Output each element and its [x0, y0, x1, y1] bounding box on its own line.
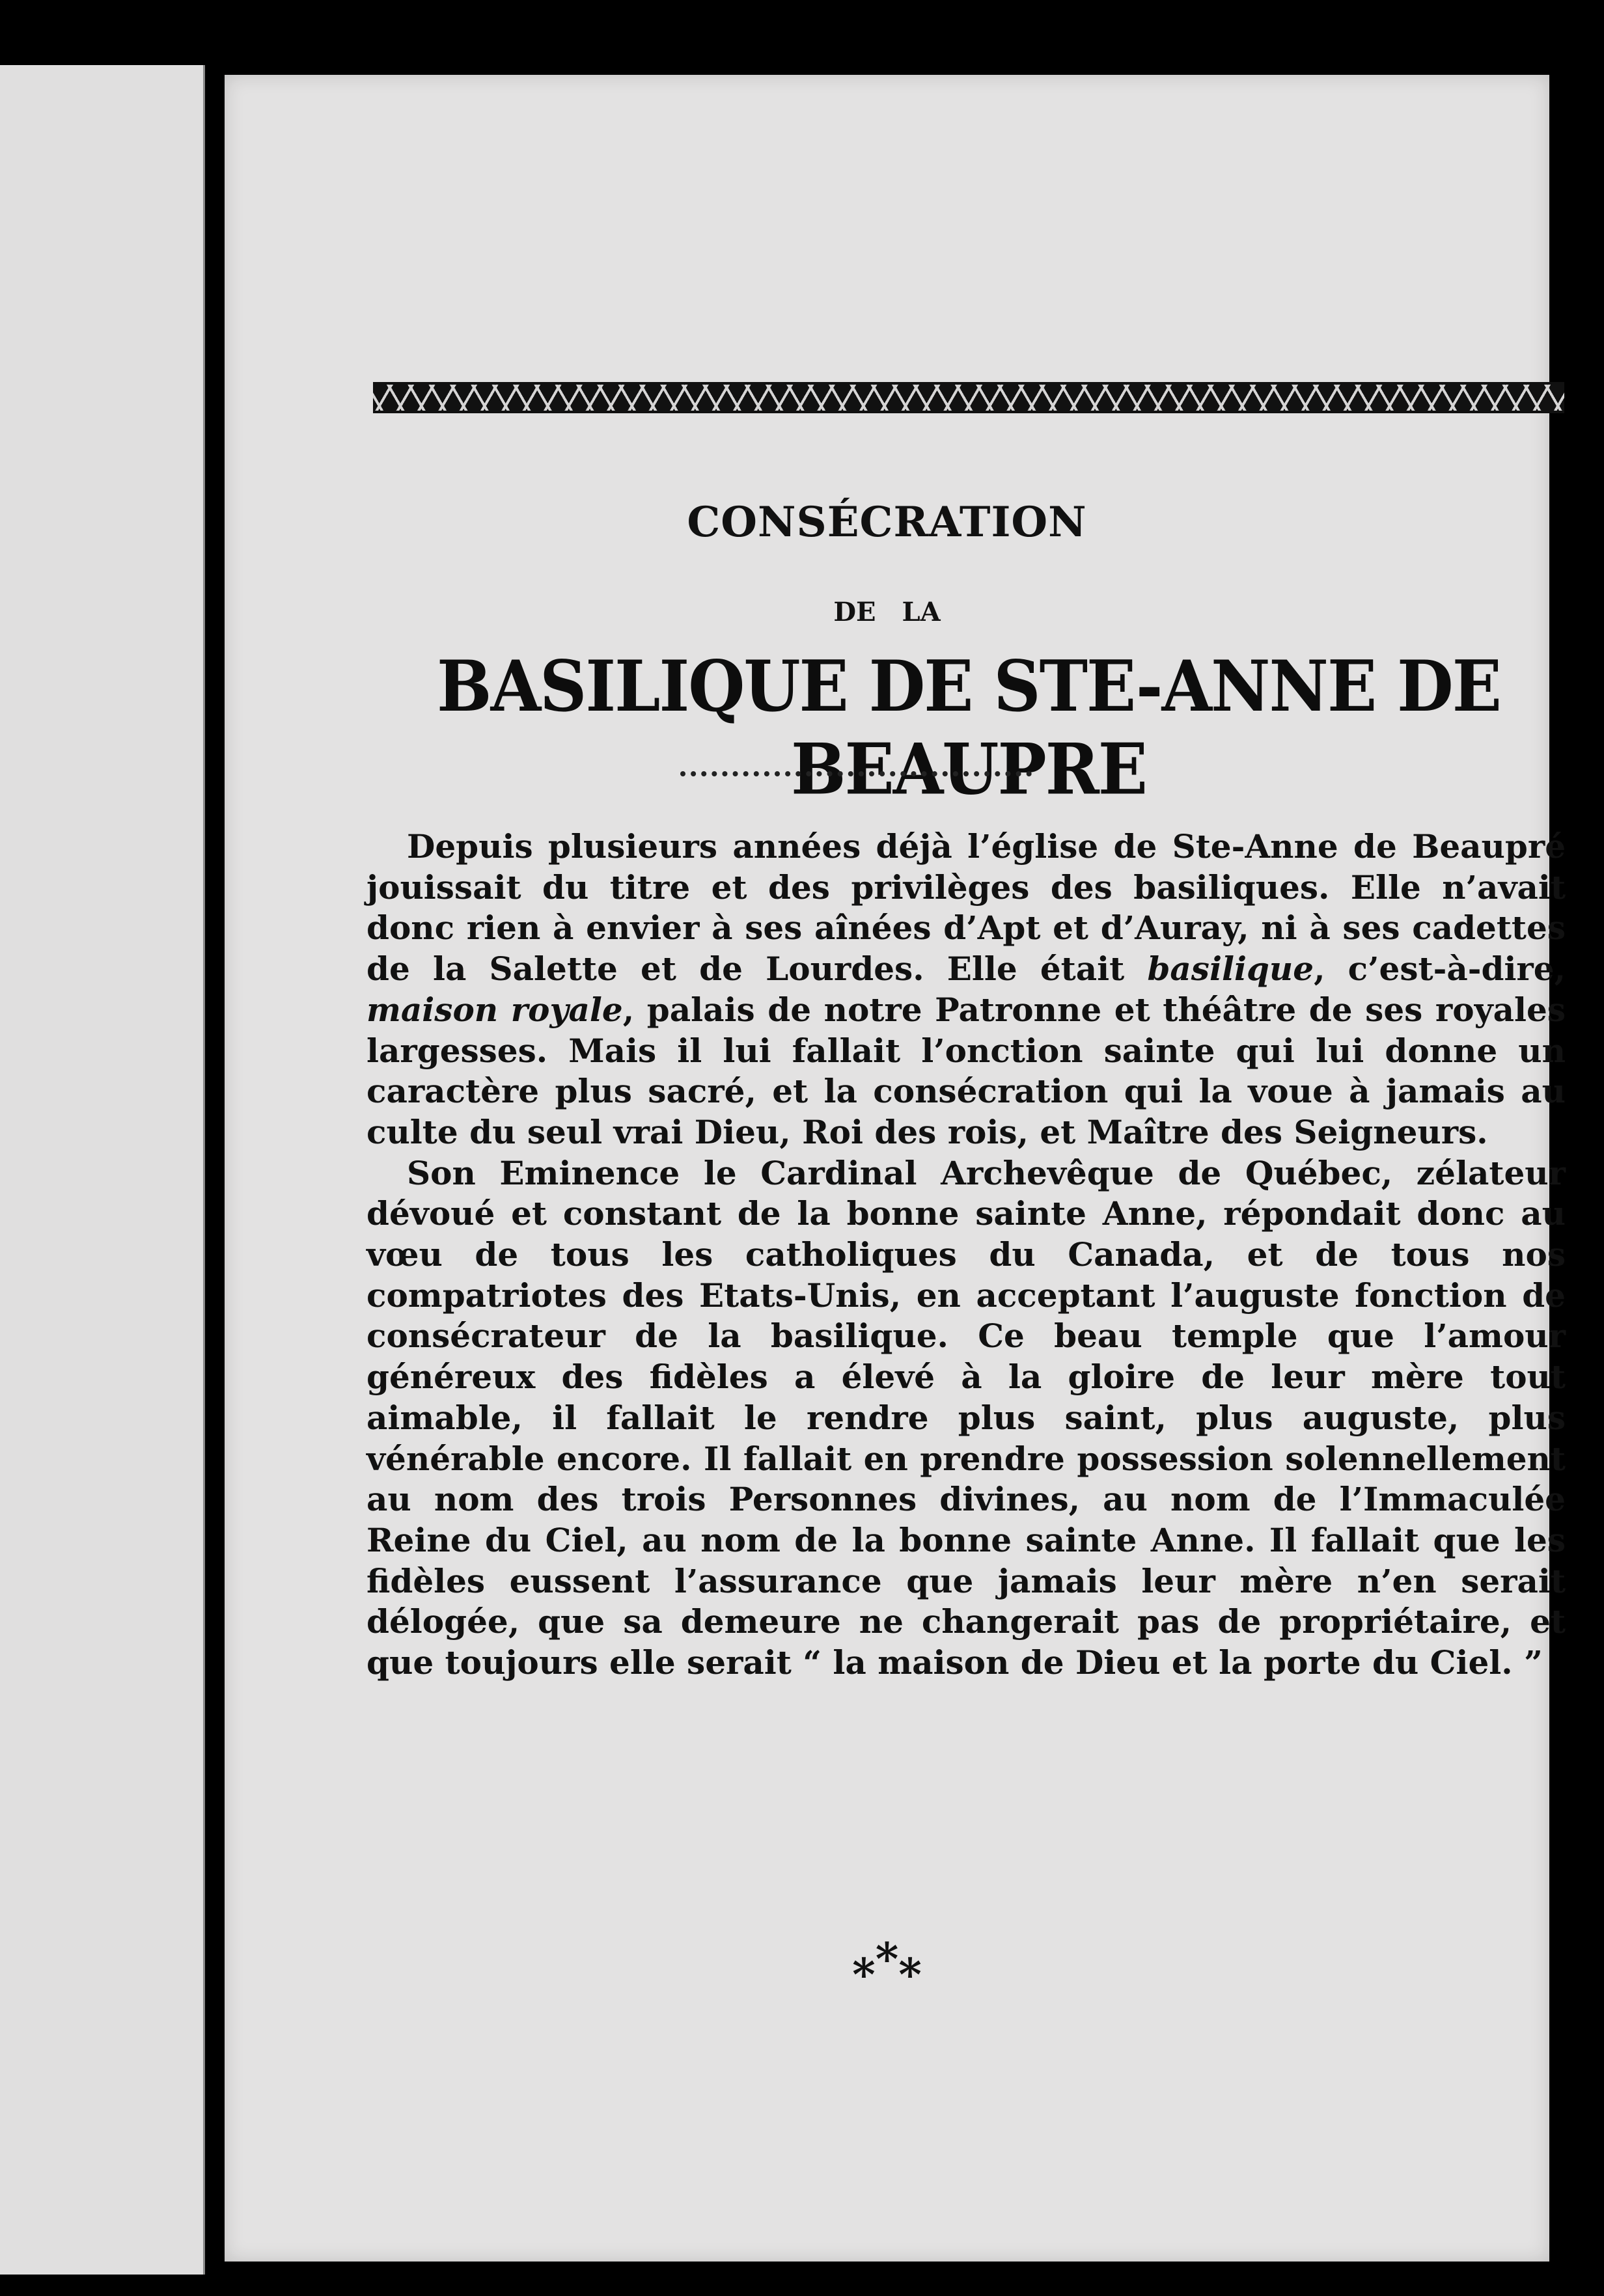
italic-maison-royale: maison royale	[366, 990, 623, 1029]
title-de-la: DE LA	[833, 597, 941, 627]
ornamental-border	[373, 382, 1564, 413]
dotted-separator	[680, 771, 1032, 776]
book-page	[225, 75, 1566, 2262]
paragraph-2: Son Eminence le Cardinal Archevêque de Québec, zélateur dévoué et constant de la bonne sainte Anne, répondait donc au vœu de tous les catholiques du Canada, et de tous nos compatriotes des Etats-Unis, en acceptant l’auguste fonction de consécrateur de la basilique. Ce beau temple que l’amour généreux des fidèles a élevé à la gloire de leur mère tout aimable, il fallait le rendre plus saint, plus auguste, plus vénérable encore. Il fallait en prendre possession solennellement au nom des trois Personnes divines, au nom de l’Immaculée Reine du Ciel, au nom de la bonne sainte Anne. Il fallait que les fidèles eussent l’assurance que jamais leur mère n’en serait délogée, que sa demeure ne changerait pas de propriétaire, et que toujours elle serait “ la maison de Dieu et la porte du Ciel. ”	[366, 1153, 1566, 1682]
asterism-right-star: *	[898, 1949, 922, 2001]
paragraph-1	[366, 827, 1566, 1153]
title-consecration: CONSÉCRATION	[687, 498, 1087, 547]
paragraph-1-text-c: , palais de notre Patronne et théâtre de ses royales largesses. Mais il lui fallait l’onction sainte qui lui donne un caractère plus sacré, et la consécration qui la voue à jamais au culte du seul vrai Dieu, Roi des rois, et Maître des Seigneurs.	[366, 990, 1566, 1151]
asterism-top-star: *	[875, 1934, 899, 1986]
paragraph-1-text-b: , c’est-à-dire,	[1314, 950, 1566, 989]
asterism-left-star: *	[852, 1949, 876, 2001]
italic-basilique: basilique	[1147, 950, 1314, 989]
paragraph-1-text-a: Depuis plusieurs années déjà l’église de Ste-Anne de Beaupré jouissait du titre et des privilèges des basiliques. Elle n’avait donc rien à envier à ses aînées d’Apt et d’Auray, ni à ses cadettes de la Salette et de Lourdes. Elle était	[366, 827, 1566, 989]
title-basilique: BASILIQUE DE STE-ANNE DE BEAUPRE	[437, 644, 1500, 811]
body-text	[366, 827, 1566, 1684]
previous-page-edge	[0, 65, 205, 2275]
asterism	[225, 1934, 1549, 2001]
